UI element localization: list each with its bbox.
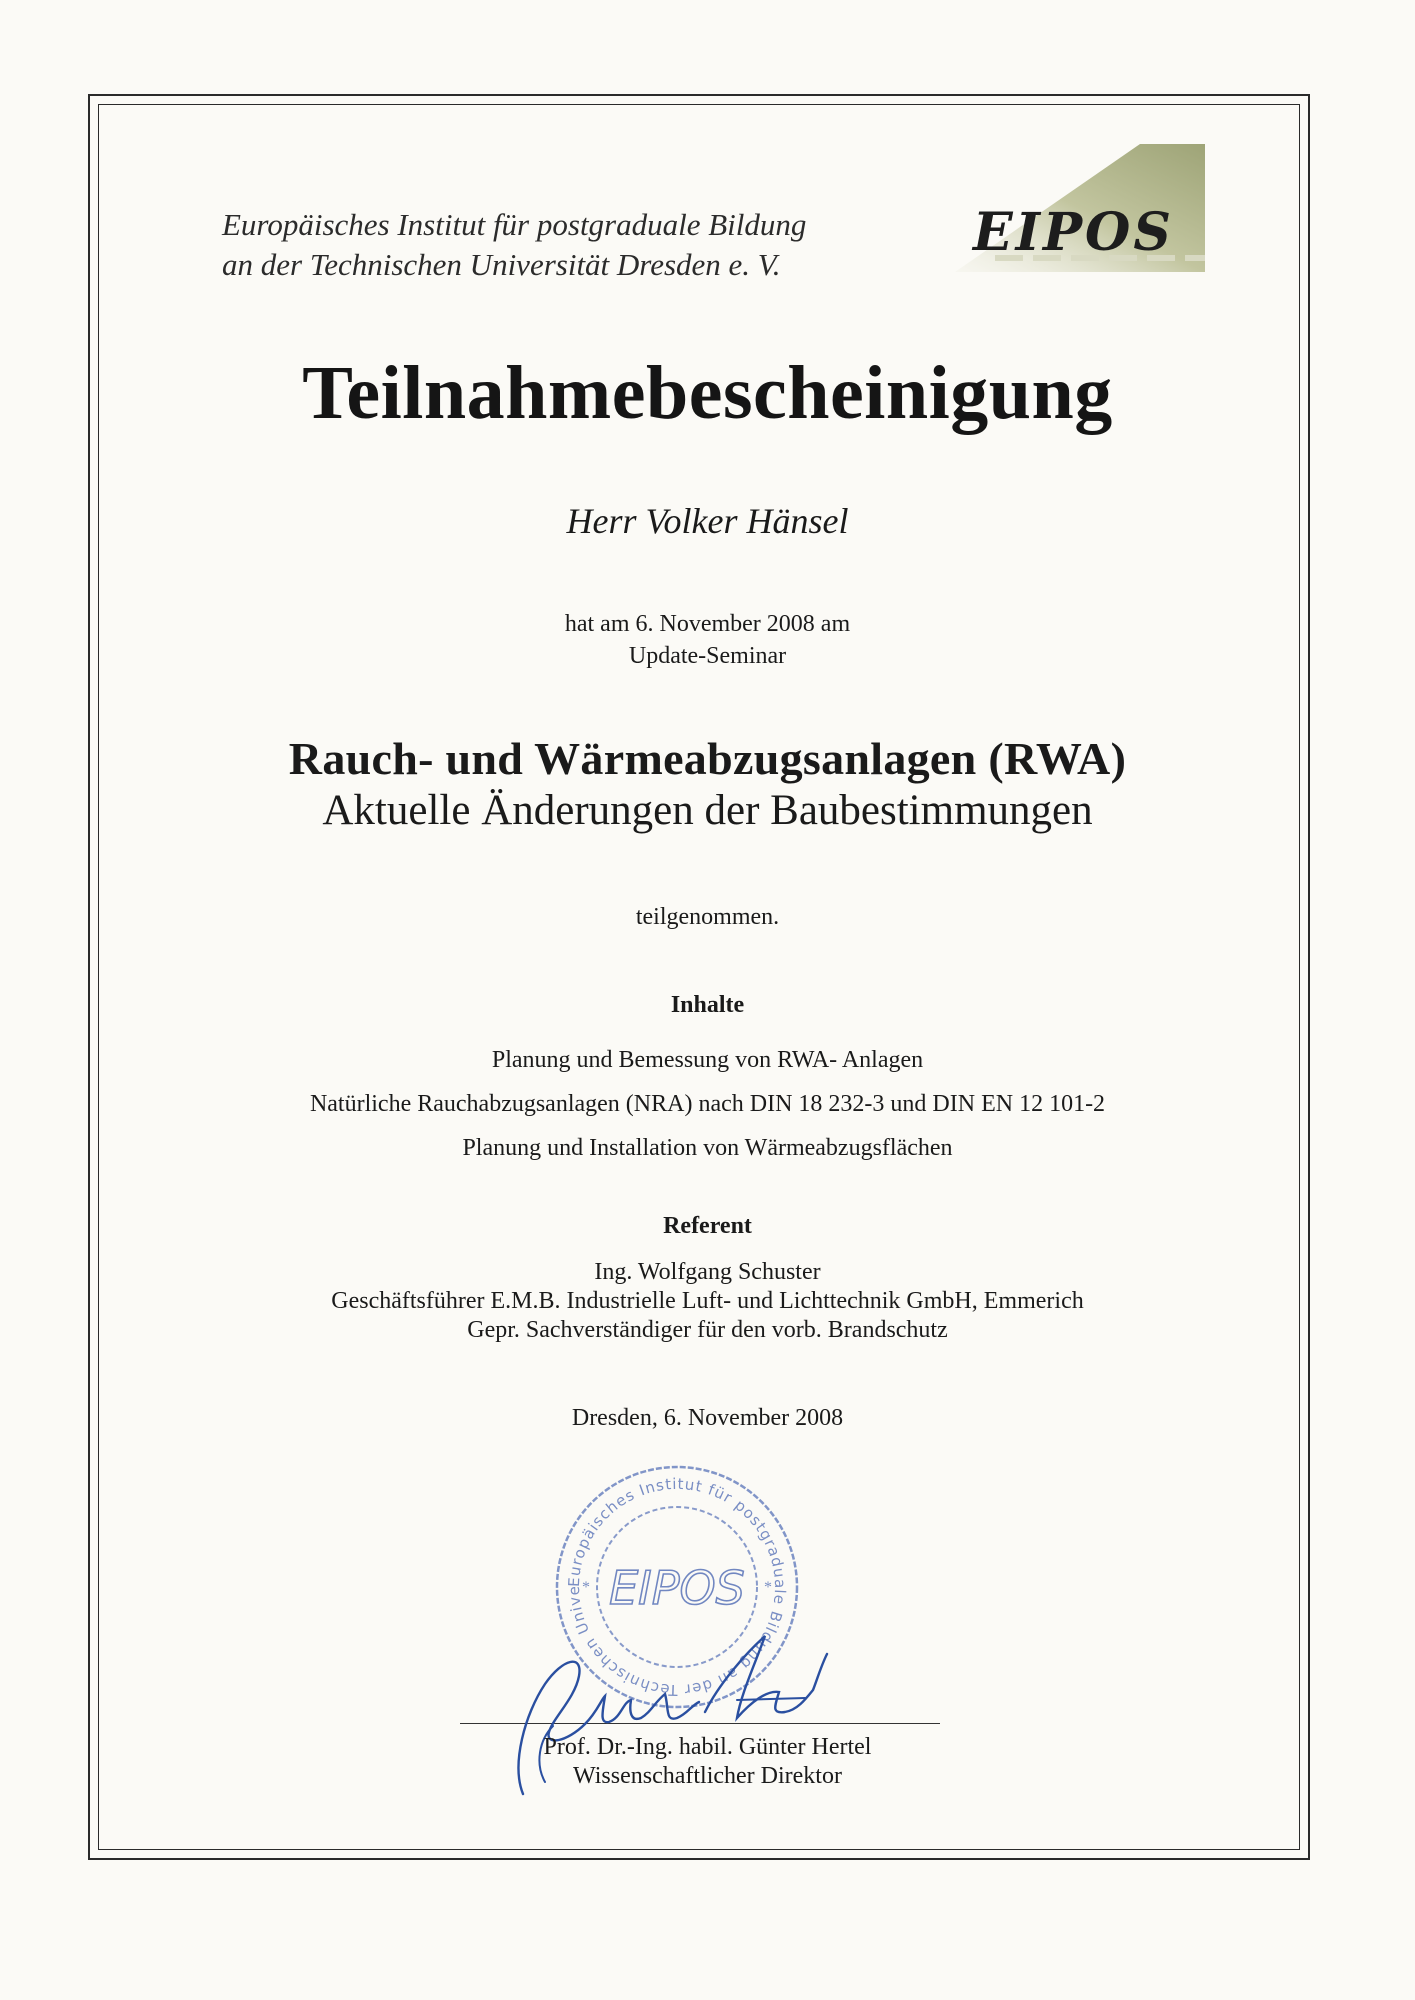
- signer-title: Wissenschaftlicher Direktor: [573, 1763, 842, 1789]
- logo-text: EIPOS: [973, 202, 1174, 263]
- stamp-center-text: EIPOS: [609, 1561, 745, 1615]
- institute-line-2: an der Technischen Universität Dresden e. V.: [222, 247, 781, 282]
- certificate-title: Teilnahmebescheinigung: [302, 351, 1113, 435]
- eipos-logo: [935, 140, 1205, 272]
- participated-text: teilgenommen.: [635, 904, 780, 930]
- stamp-ring-text: Europäisches Institut für postgraduale Bildung an der Technischen Unive: [564, 1474, 790, 1700]
- place-date: Dresden, 6. November 2008: [571, 1405, 844, 1431]
- contents-list: [0, 1038, 1415, 1170]
- course-subtitle: Aktuelle Änderungen der Baubestimmungen: [322, 787, 1093, 834]
- signer-block: [0, 1733, 1415, 1791]
- signer-name: Prof. Dr.-Ing. habil. Günter Hertel: [543, 1734, 872, 1760]
- institute-name: [222, 205, 806, 285]
- intro-line-1: hat am 6. November 2008 am: [564, 611, 851, 637]
- stamp-star-icon: *: [764, 1579, 772, 1596]
- intro-text: [0, 608, 1415, 672]
- speaker-heading: Referent: [663, 1213, 752, 1239]
- speaker-name: Ing. Wolfgang Schuster: [594, 1259, 821, 1285]
- contents-item: Planung und Bemessung von RWA- Anlagen: [491, 1047, 924, 1073]
- intro-line-2: Update-Seminar: [628, 643, 787, 669]
- contents-item: Planung und Installation von Wärmeabzugsflächen: [462, 1135, 953, 1161]
- recipient-name: Herr Volker Hänsel: [566, 501, 849, 541]
- speaker-role: Geschäftsführer E.M.B. Industrielle Luft- und Lichttechnik GmbH, Emmerich: [331, 1288, 1084, 1314]
- institute-line-1: Europäisches Institut für postgraduale Bildung: [222, 207, 807, 242]
- stamp-star-icon: *: [582, 1579, 590, 1596]
- speaker-block: [0, 1258, 1415, 1345]
- speaker-qualification: Gepr. Sachverständiger für den vorb. Brandschutz: [467, 1317, 948, 1343]
- contents-item: Natürliche Rauchabzugsanlagen (NRA) nach DIN 18 232-3 und DIN EN 12 101-2: [309, 1091, 1106, 1117]
- course-title: Rauch- und Wärmeabzugsanlagen (RWA): [288, 733, 1127, 784]
- contents-heading: Inhalte: [670, 992, 745, 1018]
